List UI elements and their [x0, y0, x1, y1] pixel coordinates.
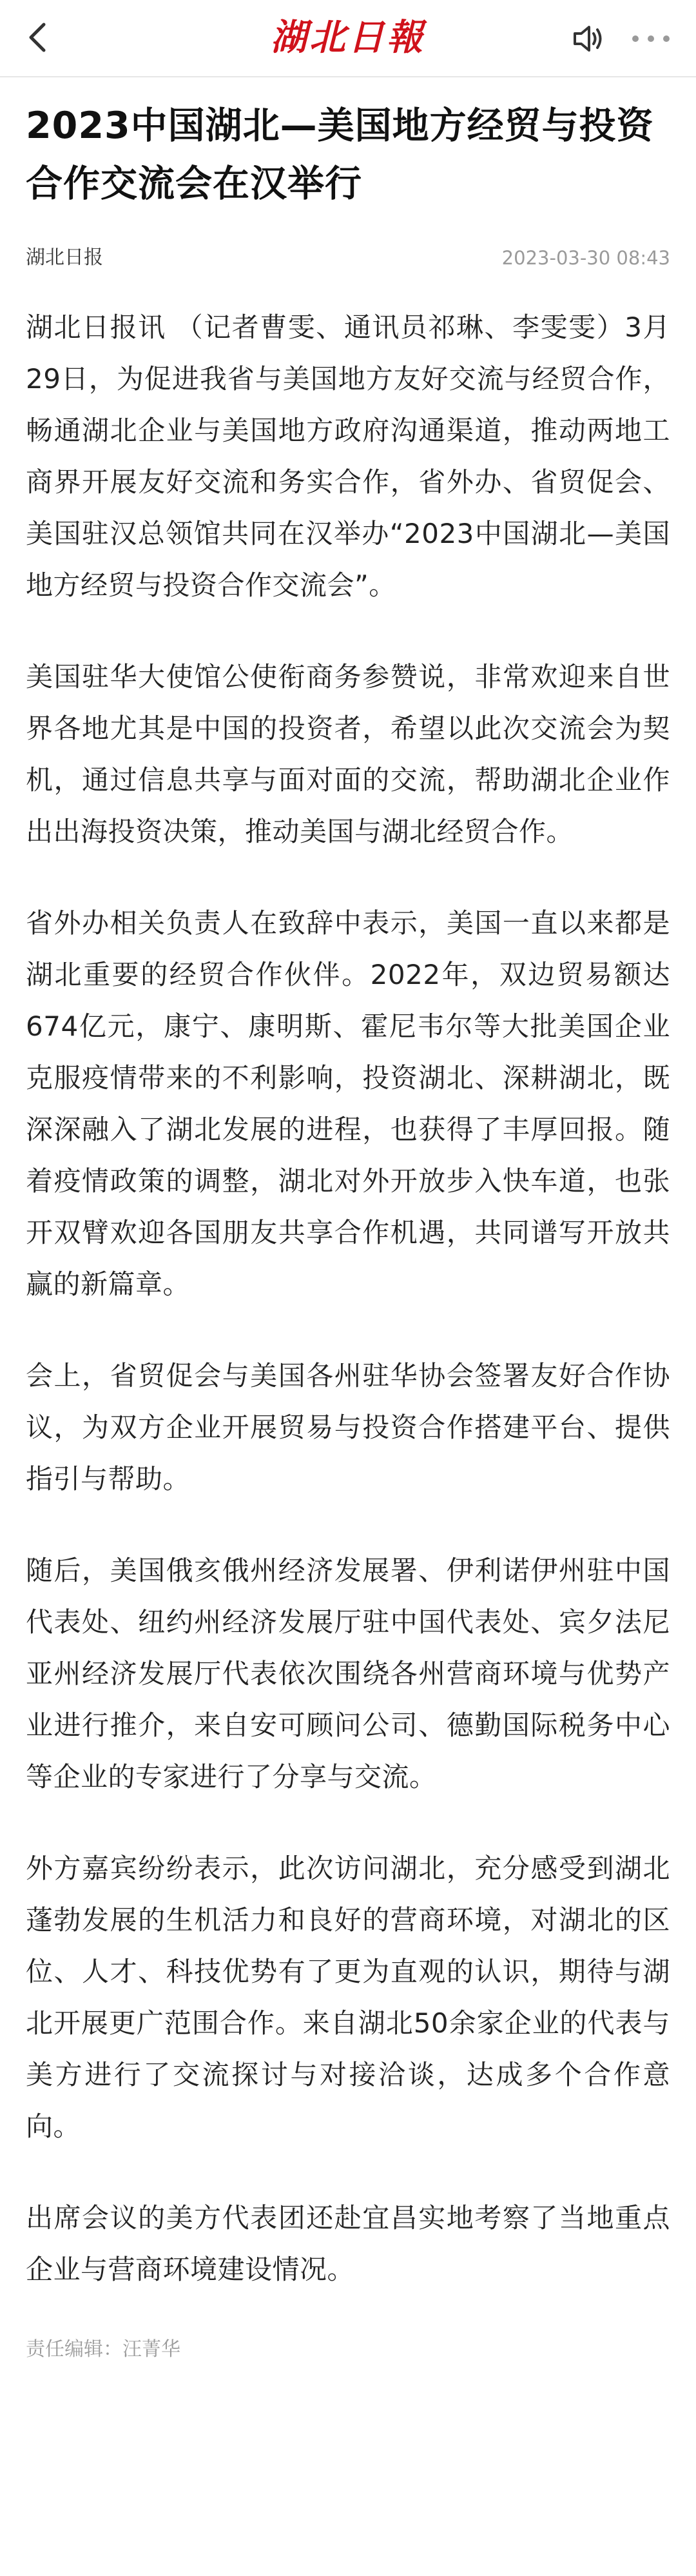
article [26, 90, 670, 2364]
article-paragraph: 会上，省贸促会与美国各州驻华协会签署友好合作协议，为双方企业开展贸易与投资合作搭建平台、提供指引与帮助。 [26, 1360, 670, 1495]
audio-button[interactable] [567, 18, 608, 59]
article-paragraph: 美国驻华大使馆公使衔商务参赞说，非常欢迎来自世界各地尤其是中国的投资者，希望以此次交流会为契机，通过信息共享与面对面的交流，帮助湖北企业作出出海投资决策，推动美国与湖北经贸合作。 [26, 661, 670, 847]
speaker-icon [567, 18, 608, 59]
article-body [26, 302, 670, 2296]
article-paragraph: 外方嘉宾纷纷表示，此次访问湖北，充分感受到湖北蓬勃发展的生机活力和良好的营商环境，对湖北的区位、人才、科技优势有了更为直观的认识，期待与湖北开展更广范围合作。来自湖北50余家企业的代表与美方进行了交流探讨与对接洽谈，达成多个合作意向。 [26, 1853, 670, 2142]
article-meta [26, 244, 670, 272]
article-paragraph: 随后，美国俄亥俄州经济发展署、伊利诺伊州驻中国代表处、纽约州经济发展厅驻中国代表处、宾夕法尼亚州经济发展厅代表依次围绕各州营商环境与优势产业进行推介，来自安可顾问公司、德勤国际税务中心等企业的专家进行了分享与交流。 [26, 1555, 670, 1793]
brand-logo: 湖北日報 [271, 16, 425, 59]
article-paragraph: 出席会议的美方代表团还赴宜昌实地考察了当地重点企业与营商环境建设情况。 [26, 2202, 670, 2285]
article-paragraph: 湖北日报讯 （记者曹雯、通讯员祁琳、李雯雯）3月29日，为促进我省与美国地方友好交流与经贸合作，畅通湖北企业与美国地方政府沟通渠道，推动两地工商界开展友好交流和务实合作，省外办、省贸促会、美国驻汉总领馆共同在汉举办“2023中国湖北—美国地方经贸与投资合作交流会”。 [26, 311, 670, 601]
article-timestamp: 2023-03-30 08:43 [501, 247, 670, 269]
article-paragraph: 省外办相关负责人在致辞中表示，美国一直以来都是湖北重要的经贸合作伙伴。2022年，双边贸易额达674亿元，康宁、康明斯、霍尼韦尔等大批美国企业克服疫情带来的不利影响，投资湖北、深耕湖北，既深深融入了湖北发展的进程，也获得了丰厚回报。随着疫情政策的调整，湖北对外开放步入快车道，也张开双臂欢迎各国朋友共享合作机遇，共同谱写开放共赢的新篇章。 [26, 907, 670, 1300]
article-source[interactable]: 湖北日报 [26, 246, 103, 269]
more-button[interactable] [625, 18, 677, 59]
top-nav-bar [0, 0, 696, 77]
responsible-editor: 责任编辑：汪菁华 [26, 2338, 180, 2361]
more-dots-icon [625, 18, 677, 59]
article-title: 2023中国湖北—美国地方经贸与投资合作交流会在汉举行 [26, 104, 654, 205]
